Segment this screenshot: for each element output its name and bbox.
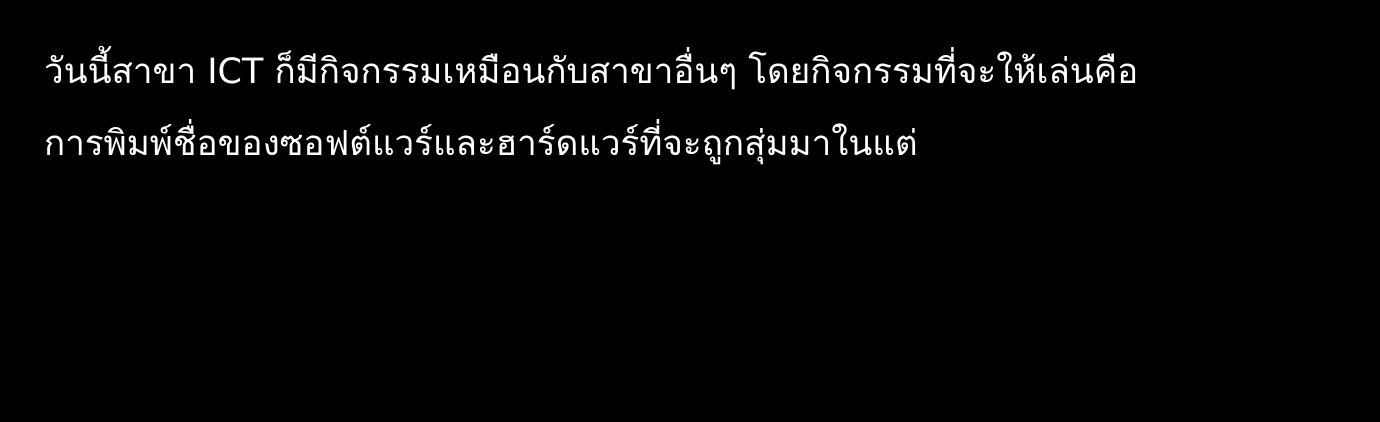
subtitle-caption: [44, 40, 1344, 184]
caption-line-1: วันนี้สาขา ICT ก็มีกิจกรรมเหมือนกับสาขาอื่นๆ โดยกิจกรรมที่จะให้เล่นคือ: [44, 52, 1139, 92]
caption-line-2: การพิมพ์ชื่อของซอฟต์แวร์และฮาร์ดแวร์ที่จะถูกสุ่มมาในแต่: [44, 124, 918, 164]
